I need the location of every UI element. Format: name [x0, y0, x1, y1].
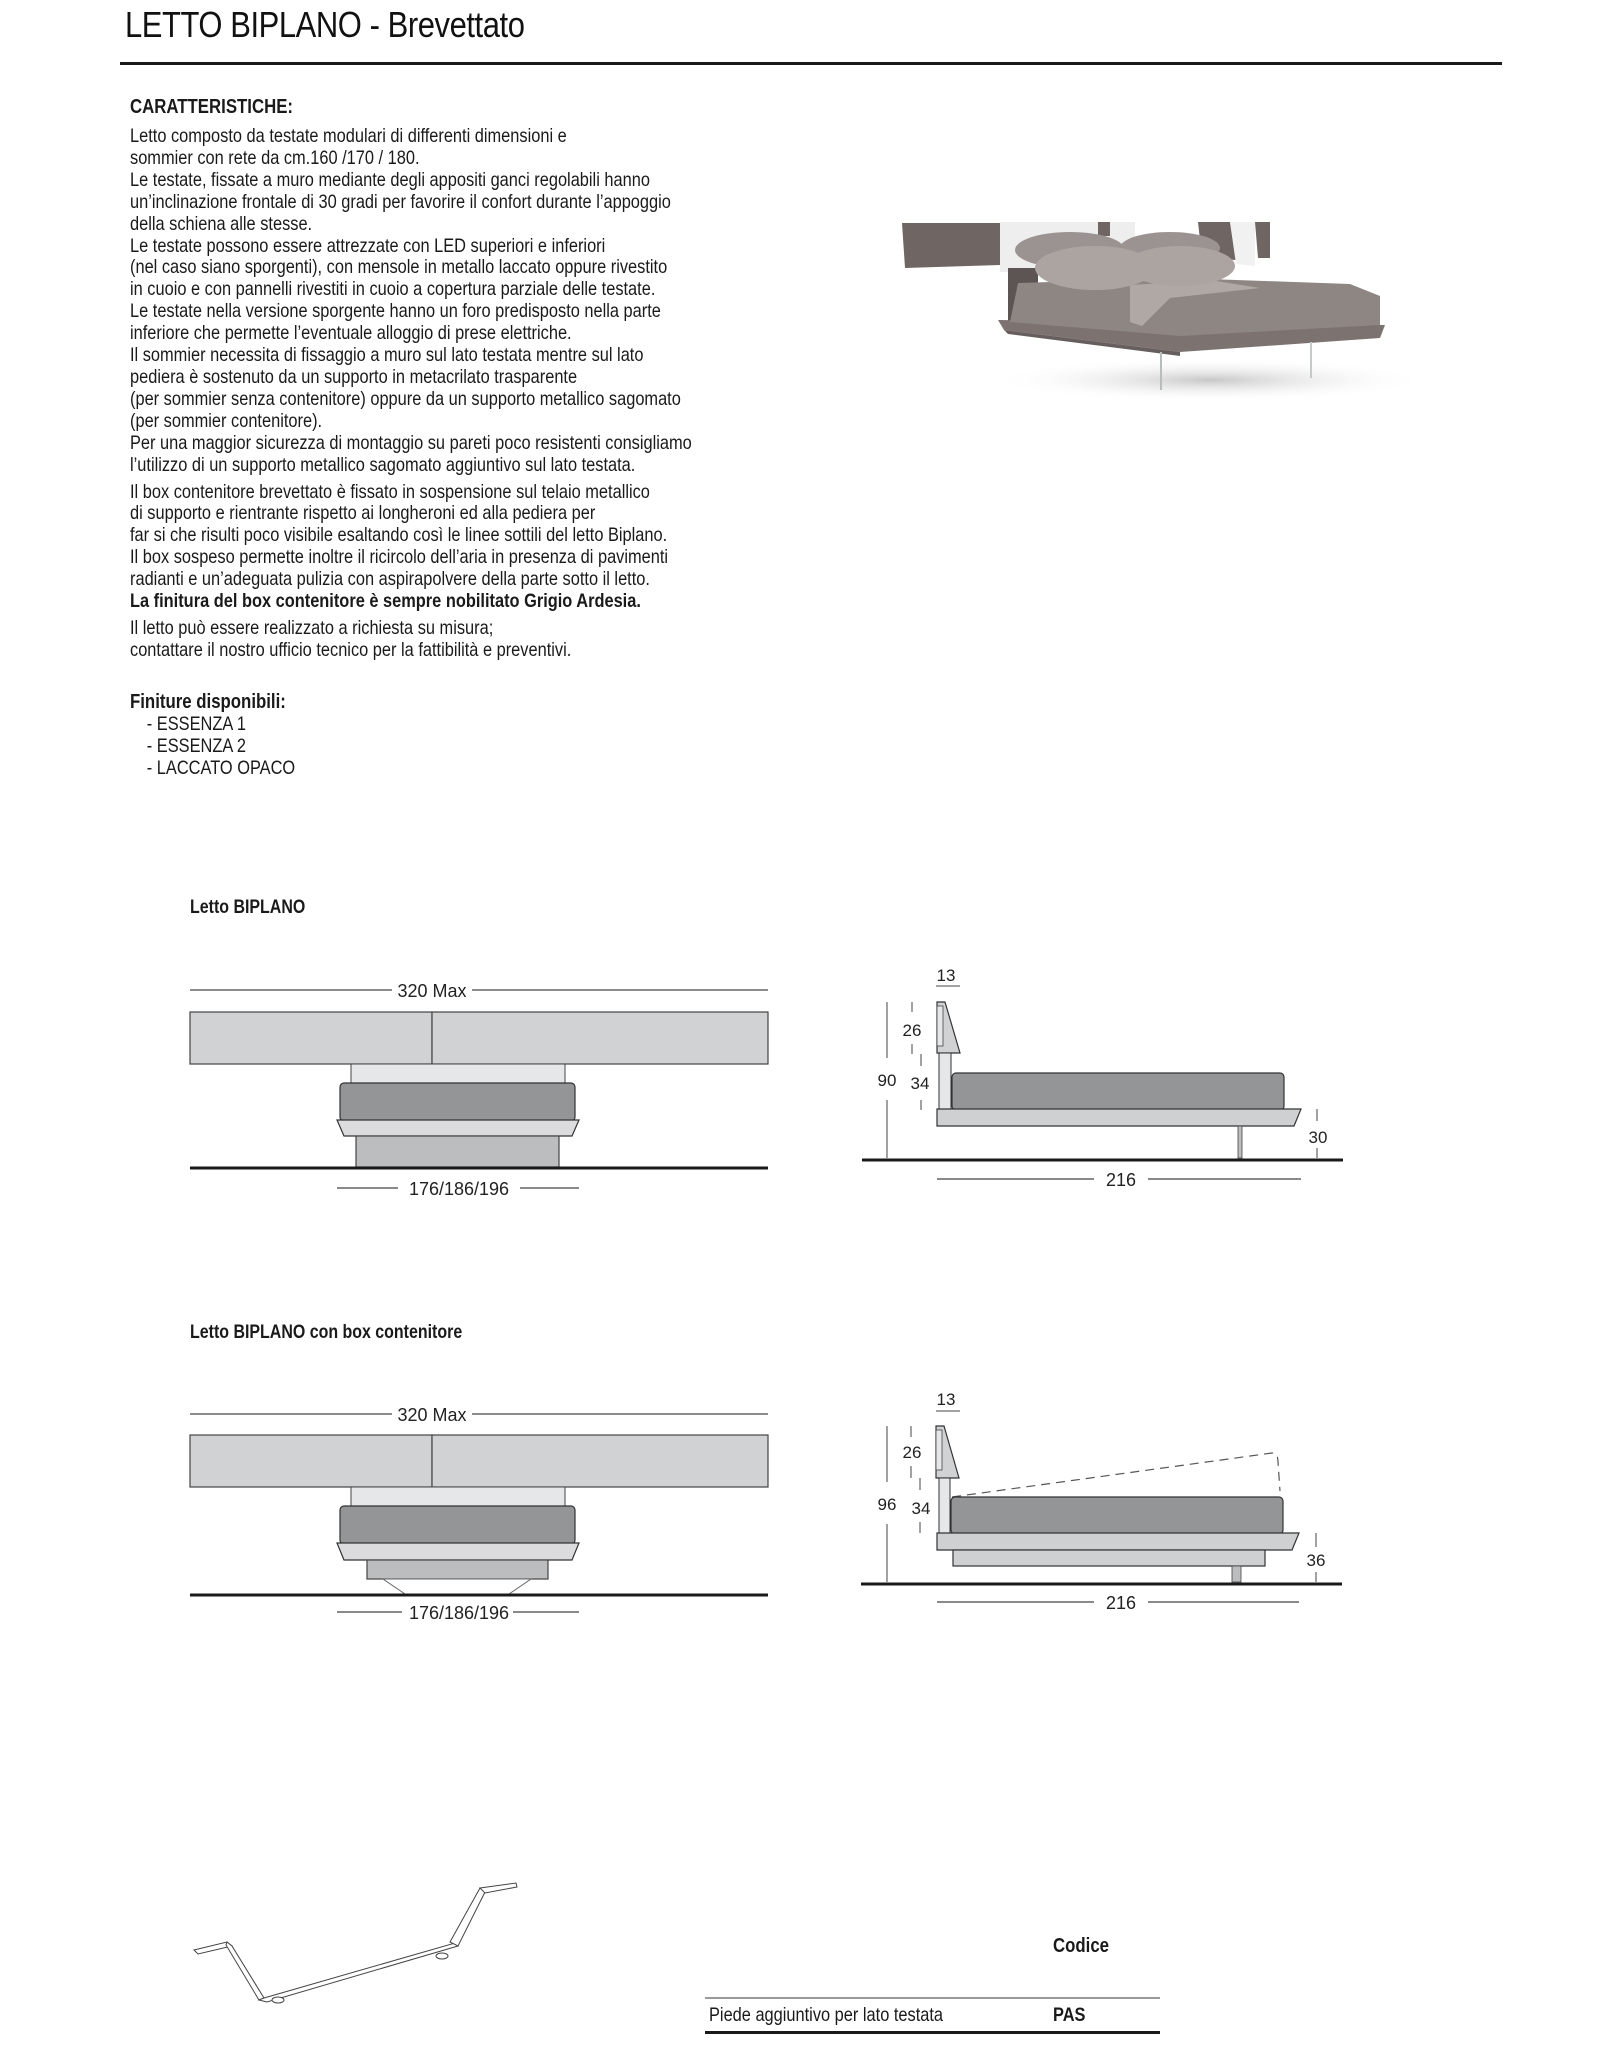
text-line: Il letto può essere realizzato a richiesta su misura; — [130, 616, 494, 639]
text-line: far si che risulti poco visibile esaltando così le linee sottili del letto Biplano. — [130, 524, 668, 547]
bed-frame — [937, 1109, 1301, 1126]
text-line: Il box contenitore brevettato è fissato in sospensione sul telaio metallico — [130, 480, 650, 503]
metal-support — [383, 1579, 531, 1594]
dimension-label: 34 — [911, 1499, 931, 1518]
text-line: Per una maggior sicurezza di montaggio su pareti poco resistenti consigliamo — [130, 431, 692, 454]
text-line: Le testate, fissate a muro mediante degli appositi ganci regolabili hanno — [130, 168, 650, 191]
storage-box — [953, 1550, 1265, 1566]
table-rule — [705, 2031, 1160, 2034]
row-label: Piede aggiuntivo per lato testata — [709, 2004, 944, 2026]
dimension-label: 26 — [902, 1021, 922, 1040]
dimension-label: 176/186/196 — [408, 1603, 510, 1623]
bed-frame — [337, 1543, 579, 1560]
mattress — [340, 1506, 575, 1544]
headboard-post — [939, 1053, 951, 1109]
dimension-label: 34 — [910, 1074, 930, 1093]
dimension-label: 320 Max — [397, 981, 467, 1001]
bed-base — [356, 1136, 559, 1167]
headboard-bracket — [936, 1430, 942, 1470]
headboard-panel — [190, 1012, 432, 1064]
finish-item: - ESSENZA 2 — [146, 734, 247, 757]
foot-right-tab — [480, 1883, 517, 1893]
storage-box — [367, 1560, 548, 1579]
mattress — [951, 1497, 1283, 1534]
code-column-header: Codice — [1053, 1935, 1110, 1957]
text-line: pediera è sostenuto da un supporto in metacrilato trasparente — [130, 365, 578, 388]
title-divider — [120, 62, 1502, 65]
headboard-panel — [432, 1012, 768, 1064]
dimension-label: 13 — [936, 966, 956, 985]
accessory-code-table — [705, 1935, 1160, 2035]
bed-frame — [937, 1533, 1299, 1550]
dimension-label: 216 — [1105, 1170, 1137, 1190]
foot-right-arm — [450, 1888, 486, 1946]
product-photo — [880, 180, 1480, 420]
pillow-front-right — [1125, 246, 1235, 286]
box-finish-note: La finitura del box contenitore è sempre nobilitato Grigio Ardesia. — [130, 590, 641, 613]
headboard-panel-left — [902, 223, 1000, 268]
foot-left-arm — [226, 1942, 264, 2000]
features-description — [130, 126, 692, 662]
dimension-label: 36 — [1306, 1551, 1326, 1570]
custom-paragraph — [130, 618, 692, 662]
text-line: un’inclinazione frontale di 30 gradi per favorire il confort durante l’appoggio — [130, 190, 671, 213]
table-row — [705, 2002, 1160, 2030]
headboard-support — [351, 1487, 565, 1507]
page-title: LETTO BIPLANO - Brevettato — [125, 4, 525, 45]
dimension-label: 320 Max — [397, 1405, 467, 1425]
features-paragraph — [130, 126, 692, 477]
text-line: (per sommier senza contenitore) oppure da un supporto metallico sagomato — [130, 387, 681, 410]
bed-leg — [1232, 1566, 1241, 1582]
dimension-label: 26 — [902, 1443, 922, 1462]
finishes-list — [130, 692, 295, 780]
headboard-panel-mid — [1098, 222, 1110, 236]
text-line: Il sommier necessita di fissaggio a muro sul lato testata mentre sul lato — [130, 344, 644, 367]
text-line: inferiore che permette l’eventuale alloggio di prese elettriche. — [130, 322, 572, 345]
dimension-label: 90 — [877, 1071, 897, 1090]
dimension-label: 13 — [936, 1390, 956, 1409]
row-code: PAS — [1053, 2004, 1086, 2026]
text-line: contattare il nostro ufficio tecnico per la fattibilità e preventivi. — [130, 638, 572, 661]
foot-pad — [436, 1953, 448, 1959]
mattress — [340, 1083, 575, 1121]
foot-bar — [259, 1943, 458, 2002]
text-line: della schiena alle stesse. — [130, 212, 313, 235]
headboard-panel — [190, 1435, 432, 1487]
front-view-drawing-box — [170, 1385, 790, 1625]
drawing-title: Letto BIPLANO — [190, 897, 306, 918]
features-heading: CARATTERISTICHE: — [130, 96, 294, 118]
headboard-support — [351, 1064, 565, 1084]
text-line: (nel caso siano sporgenti), con mensole in metallo laccato oppure rivestito — [130, 256, 668, 279]
bed-frame — [337, 1120, 579, 1136]
dimension-label: 176/186/196 — [408, 1179, 510, 1199]
dimension-label: 30 — [1308, 1128, 1328, 1147]
bed-leg — [1238, 1126, 1242, 1158]
acrylic-support — [1160, 352, 1162, 390]
text-line: radianti e un’adeguata pulizia con aspirapolvere della parte sotto il letto. — [130, 568, 650, 591]
dimension-label: 96 — [877, 1495, 897, 1514]
additional-foot-drawing — [170, 1880, 550, 2040]
table-rule — [705, 1997, 1160, 1999]
text-line: Le testate nella versione sporgente hanno un foro predisposto nella parte — [130, 300, 661, 323]
headboard-panel — [432, 1435, 768, 1487]
floor-shadow — [990, 358, 1430, 402]
text-line: in cuoio e con pannelli rivestiti in cuoio a copertura parziale delle testate. — [130, 278, 656, 301]
dimension-label: 216 — [1105, 1593, 1137, 1613]
front-view-drawing — [170, 960, 790, 1200]
mattress — [952, 1073, 1284, 1110]
headboard-post — [939, 1478, 950, 1534]
text-line: (per sommier contenitore). — [130, 409, 323, 432]
finishes-heading: Finiture disponibili: — [130, 691, 286, 713]
headboard-panel-far — [1255, 222, 1270, 258]
text-line: Le testate possono essere attrezzate con LED superiori e inferiori — [130, 234, 606, 257]
text-line: di supporto e rientrante rispetto ai longheroni ed alla pediera per — [130, 502, 596, 525]
text-line: Il box sospeso permette inoltre il ricircolo dell’aria in presenza di pavimenti — [130, 546, 669, 569]
finish-item: - ESSENZA 1 — [146, 712, 247, 735]
text-line: Letto composto da testate modulari di differenti dimensioni e — [130, 125, 567, 147]
box-paragraph — [130, 482, 692, 592]
foot-pad — [272, 1997, 284, 2003]
drawing-title: Letto BIPLANO con box contenitore — [190, 1322, 463, 1343]
acrylic-support-right — [1310, 342, 1312, 378]
side-view-drawing — [860, 960, 1420, 1200]
side-view-drawing-box — [860, 1390, 1420, 1630]
headboard-bracket — [937, 1006, 943, 1046]
text-line: sommier con rete da cm.160 /170 / 180. — [130, 146, 420, 169]
finish-item: - LACCATO OPACO — [146, 756, 296, 779]
text-line: l’utilizzo di un supporto metallico sagomato aggiuntivo sul lato testata. — [130, 453, 636, 476]
lifted-mattress-outline — [952, 1453, 1280, 1497]
